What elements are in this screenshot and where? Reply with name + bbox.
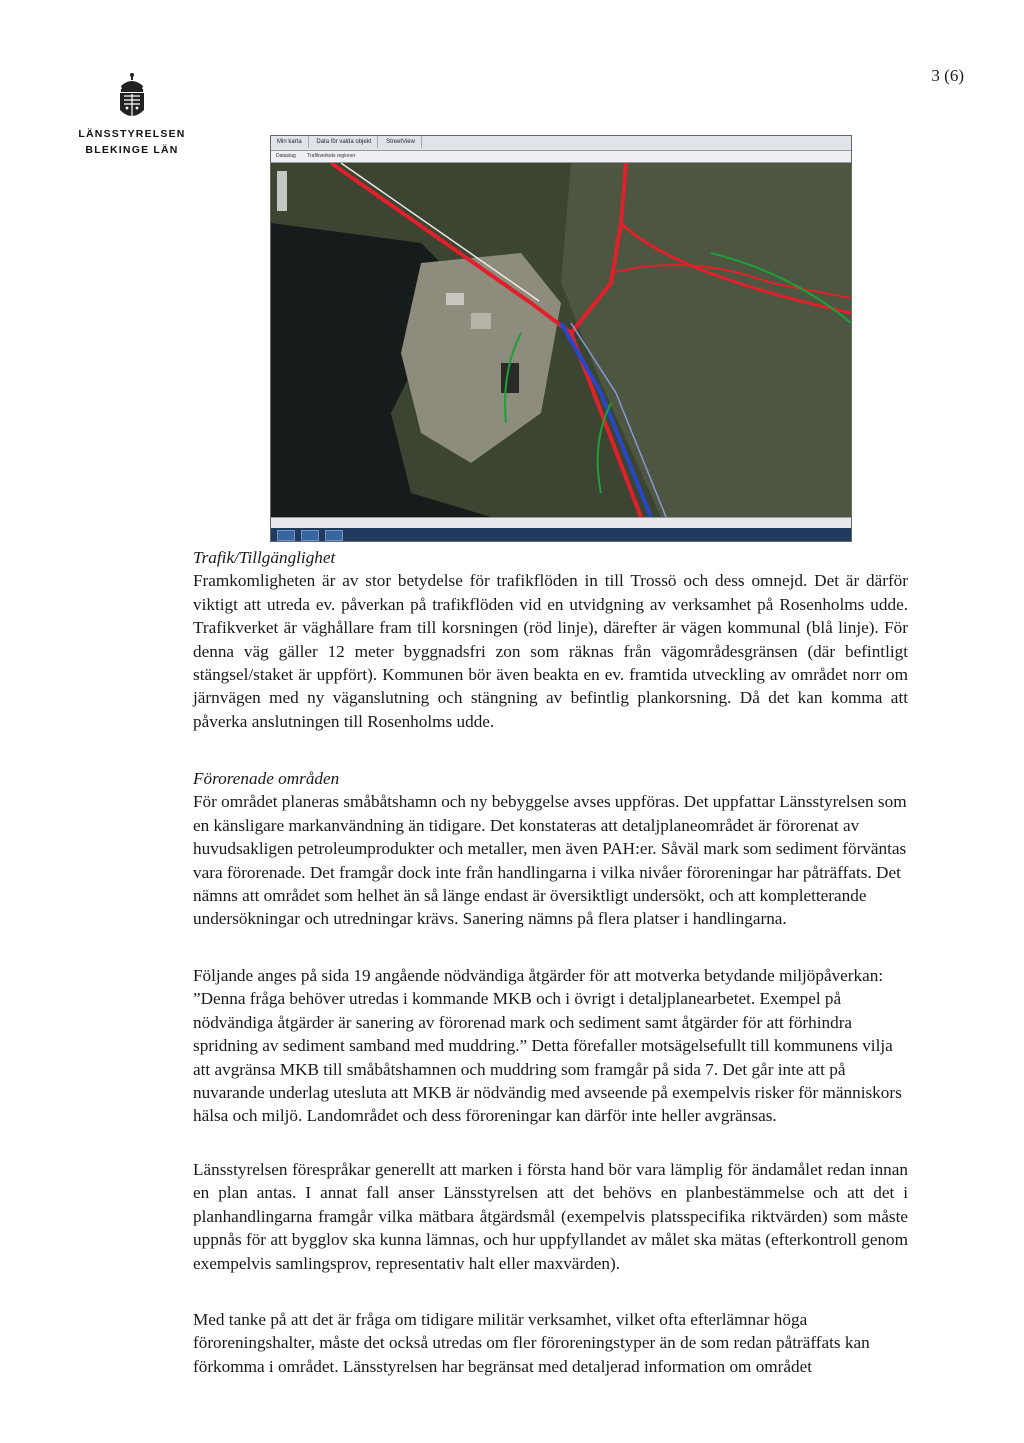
- org-name-line1: LÄNSSTYRELSEN: [78, 128, 186, 140]
- map-tab-object-data[interactable]: Data för valda objekt: [310, 136, 378, 148]
- paragraph-block: [193, 1158, 908, 1275]
- map-building: [446, 293, 464, 305]
- zoom-control: [277, 171, 287, 211]
- body-paragraph: Framkomligheten är av stor betydelse för trafikflöden in till Trossö och dess omnejd. Det är därför viktigt att utreda ev. påverkan på trafikflöden vid en utvidgning av verksamhet på Rosenholms udde. Trafikverket är väghållare fram till korsningen (röd linje), därefter är vägen kommunal (blå linje). För denna väg gäller 12 meter byggnadsfri zon som räknas från vägområdesgränsen (där befintligt stängsel/staket är uppfört). Kommunen bör även beakta en ev. framtida utveckling av området norr om järnvägen med ny väganslutning och stängning av befintlig plankorsning. Då det kan komma att påverka anslutningen till Rosenholms udde.: [193, 571, 908, 731]
- map-tab-my-map[interactable]: Min karta: [271, 136, 309, 148]
- taskbar-excel-icon[interactable]: [277, 530, 295, 541]
- org-name-line2: BLEKINGE LÄN: [85, 144, 179, 156]
- windows-taskbar: [271, 528, 851, 541]
- page-number: 3 (6): [931, 66, 964, 85]
- section-heading: Förorenade områden: [193, 769, 340, 788]
- map-building: [471, 313, 491, 329]
- body-paragraph: Länsstyrelsen förespråkar generellt att marken i första hand bör vara lämplig för ändamålet redan innan en plan antas. I annat fall anser Länsstyrelsen att det behövs en planbestämmelse och att det i planhandlingarna framgår vilka mätbara åtgärdsmål (exempelvis platsspecifika riktvärden) som måste uppnås för att bygglov ska kunna lämnas, och hur uppfyllandet av målet ska mätas (efterkontroll genom exempelvis samlingsprov, representativ halt eller maxvärden).: [193, 1160, 909, 1273]
- agency-logo: [76, 72, 188, 156]
- map-building: [501, 363, 519, 393]
- section-contaminated-areas: [193, 767, 908, 931]
- map-toolbar: [271, 151, 851, 163]
- aerial-map-view[interactable]: [271, 163, 851, 517]
- taskbar-powerpoint-icon[interactable]: [301, 530, 319, 541]
- map-tab-bar: [271, 136, 851, 151]
- paragraph-block: [193, 1308, 908, 1378]
- map-toolbar-dataset-label: Dataslag: [276, 153, 296, 159]
- map-tab-streetview[interactable]: StreetView: [380, 136, 422, 148]
- taskbar-app-icon[interactable]: [325, 530, 343, 541]
- body-paragraph: Följande anges på sida 19 angående nödvändiga åtgärder för att motverka betydande miljöpåverkan: ”Denna fråga behöver utredas i kommande MKB och i övrigt i detaljplanearbetet. Exempel på nödvändiga åtgärder är sanering av förorenad mark och sediment samt åtgärder för att förhindra spridning av sediment samband med muddring.” Detta förefaller motsägelsefullt till kommunens vilja att avgränsa MKB till småbåtshamnen och muddring som framgår på sida 7. Det går inte att på nuvarande underlag utesluta att MKB är nödvändig med avseende på exempelvis risker för människors hälsa och miljö. Landområdet och dess föroreningar kan därför inte heller avgränsas.: [193, 966, 902, 1126]
- crown-emblem-icon: [115, 72, 149, 124]
- body-paragraph: För området planeras småbåtshamn och ny bebyggelse avses uppföras. Det uppfattar Länsstyrelsen som en känsligare markanvändning än tidigare. Det konstateras att detaljplaneområdet är förorenat av huvudsakligen petroleumprodukter och metaller, men även PAH:er. Såväl mark som sediment förväntas vara förorenade. Det framgår dock inte från handlingarna i vilka nivåer föroreningar har påträffats. Det nämns att området som helhet än så länge endast är översiktligt undersökt, och att kompletterande undersökningar och utredningar krävs. Sanering nämns på flera platser i handlingarna.: [193, 792, 907, 929]
- paragraph-block: [193, 964, 908, 1128]
- body-paragraph: Med tanke på att det är fråga om tidigare militär verksamhet, vilket ofta efterlämnar höga föroreningshalter, måste det också utredas om fler föroreningstyper än de som redan påträffats kan förkomma i området. Länsstyrelsen har begränsat med detaljerad information om området: [193, 1310, 870, 1376]
- section-traffic: [193, 546, 908, 733]
- map-screenshot: [270, 135, 852, 542]
- section-heading: Trafik/Tillgänglighet: [193, 548, 336, 567]
- map-toolbar-layer-label[interactable]: Trafikverkets regioner: [307, 153, 356, 159]
- map-status-bar: [271, 517, 851, 528]
